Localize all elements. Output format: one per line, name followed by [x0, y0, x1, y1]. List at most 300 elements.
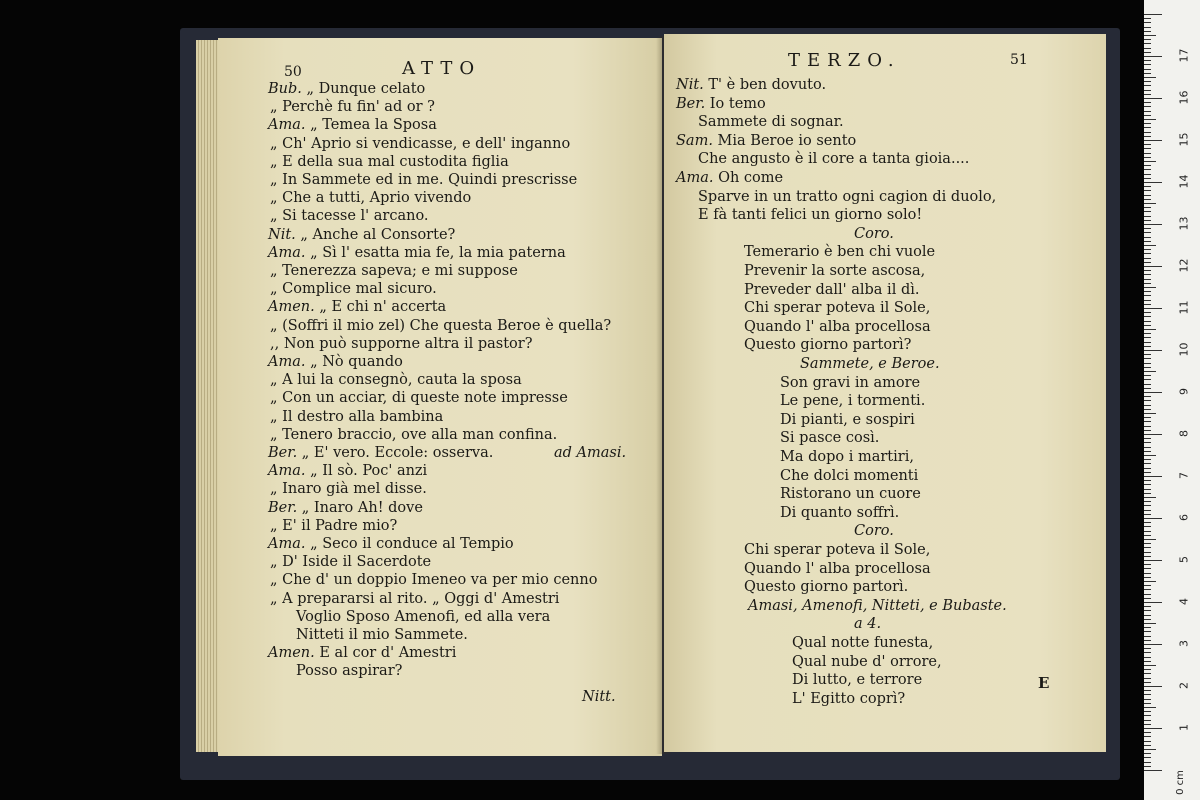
verse-text: Nitteti il mio Sammete.	[296, 627, 468, 643]
text-line	[780, 504, 899, 522]
text-line	[676, 95, 766, 113]
verse-text: „ Tenero braccio, ove alla man confina.	[270, 426, 558, 443]
ruler-tick	[1144, 644, 1162, 645]
verse-text: „ Dunque celato	[306, 81, 426, 97]
verse-text: Che dolci momenti	[780, 467, 919, 484]
ruler-tick	[1144, 594, 1151, 595]
text-line	[296, 608, 550, 626]
text-line	[792, 671, 922, 689]
ruler-tick	[1144, 724, 1151, 725]
speaker-label: Ber.	[676, 95, 706, 112]
speaker-label: Amen.	[268, 299, 315, 316]
ruler-label: 5	[1177, 556, 1191, 563]
ruler-tick	[1144, 69, 1151, 70]
ruler-tick	[1144, 463, 1151, 464]
text-line	[270, 426, 557, 444]
ruler-tick	[1144, 388, 1151, 389]
text-line	[268, 535, 514, 553]
ruler-tick	[1144, 560, 1162, 561]
ruler-tick	[1144, 396, 1151, 397]
ruler-tick	[1144, 90, 1151, 91]
measuring-ruler	[1144, 0, 1200, 800]
ruler-tick	[1144, 52, 1151, 53]
verse-text: „ E chi n' accerta	[319, 299, 447, 316]
ruler-tick	[1144, 426, 1151, 427]
ruler-tick	[1144, 762, 1151, 763]
text-line	[270, 408, 443, 426]
speaker-label: Nit.	[676, 77, 704, 93]
ruler-tick	[1144, 577, 1151, 578]
ruler-tick	[1144, 669, 1151, 670]
ruler-tick	[1144, 510, 1151, 511]
ruler-tick	[1144, 73, 1151, 74]
ruler-tick	[1144, 14, 1162, 15]
text-line	[780, 374, 920, 392]
verse-text: Voglio Sposo Amenofi, ed alla vera	[296, 608, 551, 625]
ruler-tick	[1144, 161, 1156, 162]
ruler-tick	[1144, 484, 1151, 485]
verse-text: Ma dopo i martiri,	[780, 449, 914, 465]
ruler-tick	[1144, 745, 1151, 746]
verse-text: „ Temea la Sposa	[310, 117, 437, 134]
text-line	[296, 662, 402, 680]
verse-text: Preveder dall' alba il dì.	[744, 281, 920, 298]
verse-text: „ Che a tutti, Aprio vivendo	[270, 190, 472, 207]
ruler-tick	[1144, 459, 1151, 460]
ruler-tick	[1144, 615, 1151, 616]
ruler-tick	[1144, 325, 1151, 326]
text-line	[268, 644, 456, 662]
ruler-tick	[1144, 707, 1156, 708]
verse-text: „ E' il Padre mio?	[270, 517, 398, 534]
text-line	[270, 480, 427, 498]
running-head: TERZO.	[788, 50, 901, 71]
ruler-tick	[1144, 127, 1151, 128]
text-line	[270, 571, 597, 589]
verse-text: Prevenir la sorte ascosa,	[744, 263, 926, 279]
ruler-tick	[1144, 283, 1151, 284]
text-line	[698, 150, 969, 168]
text-line	[268, 116, 437, 134]
ruler-tick	[1144, 199, 1151, 200]
ruler-tick	[1144, 329, 1156, 330]
text-line	[270, 335, 533, 353]
speaker-label: Sam.	[676, 132, 713, 149]
ruler-tick	[1144, 220, 1151, 221]
ruler-tick	[1144, 48, 1151, 49]
ruler-tick	[1144, 526, 1151, 527]
ruler-tick	[1144, 489, 1151, 490]
ruler-tick	[1144, 547, 1151, 548]
speaker-label: Amen.	[268, 645, 315, 662]
text-line	[744, 299, 930, 317]
verse-text: „ Perchè fu fin' ad or ?	[270, 99, 435, 116]
verse-text: T' è ben dovuto.	[708, 77, 827, 93]
ruler-label: 16	[1177, 90, 1191, 105]
text-line	[698, 206, 922, 224]
verse-text: Di lutto, e terrore	[792, 672, 923, 689]
text-line	[268, 462, 427, 480]
ruler-tick	[1144, 232, 1151, 233]
verse-text: Qual notte funesta,	[792, 635, 934, 651]
speaker-label: Ama.	[268, 244, 306, 261]
text-line	[854, 522, 894, 540]
verse-text: E al cor d' Amestri	[319, 645, 457, 662]
verse-text: Questo giorno partorì.	[744, 579, 909, 596]
text-line	[744, 262, 925, 280]
ruler-tick	[1144, 60, 1151, 61]
text-line	[676, 169, 783, 187]
ruler-tick	[1144, 476, 1162, 477]
ruler-tick	[1144, 153, 1151, 154]
ruler-tick	[1144, 85, 1151, 86]
ruler-tick	[1144, 522, 1151, 523]
right-page	[664, 34, 1106, 752]
text-line	[270, 317, 611, 335]
ruler-tick	[1144, 400, 1151, 401]
catchword: Nitt.	[582, 689, 616, 705]
ruler-tick	[1144, 316, 1151, 317]
ruler-tick	[1144, 648, 1151, 649]
verse-text: Qual nube d' orrore,	[792, 653, 942, 670]
verse-text: E fà tanti felici un giorno solo!	[698, 207, 923, 224]
ruler-tick	[1144, 367, 1151, 368]
ruler-tick	[1144, 102, 1151, 103]
ruler-tick	[1144, 690, 1151, 691]
verse-text: „ Tenerezza sapeva; e mi suppose	[270, 263, 518, 279]
ruler-tick	[1144, 535, 1151, 536]
verse-text: „ A prepararsi al rito. „ Oggi d' Amestri	[270, 590, 560, 607]
ruler-tick	[1144, 186, 1151, 187]
section-heading: Coro.	[854, 225, 894, 242]
signature-mark: E	[1038, 674, 1050, 692]
text-line	[780, 429, 879, 447]
text-line	[268, 226, 455, 244]
verse-text: Di quanto soffrì.	[780, 504, 900, 521]
text-line	[268, 353, 403, 371]
ruler-tick	[1144, 568, 1151, 569]
verse-text: „ E della sua mal custodita figlia	[270, 153, 509, 170]
ruler-tick	[1144, 211, 1151, 212]
verse-text: Posso aspirar?	[296, 663, 403, 680]
ruler-tick	[1144, 304, 1151, 305]
ruler-tick	[1144, 451, 1151, 452]
ruler-tick	[1144, 770, 1162, 771]
ruler-tick	[1144, 640, 1151, 641]
section-heading: a 4.	[854, 616, 882, 633]
ruler-tick	[1144, 699, 1151, 700]
verse-text: Chi sperar poteva il Sole,	[744, 542, 931, 558]
ruler-label: 12	[1177, 258, 1191, 273]
ruler-tick	[1144, 144, 1151, 145]
ruler-tick	[1144, 371, 1156, 372]
ruler-tick	[1144, 342, 1151, 343]
ruler-tick	[1144, 22, 1151, 23]
ruler-label: 3	[1177, 640, 1191, 647]
ruler-tick	[1144, 375, 1151, 376]
ruler-label: 7	[1177, 472, 1191, 479]
text-line	[744, 578, 908, 596]
text-line	[270, 135, 570, 153]
ruler-tick	[1144, 35, 1156, 36]
speaker-label: Ber.	[268, 499, 298, 516]
text-line	[270, 207, 429, 225]
ruler-tick	[1144, 749, 1156, 750]
ruler-tick	[1144, 732, 1151, 733]
ruler-tick	[1144, 119, 1156, 120]
ruler-tick	[1144, 165, 1151, 166]
ruler-tick	[1144, 493, 1151, 494]
verse-text: Temerario è ben chi vuole	[744, 244, 936, 261]
verse-text: Ristorano un cuore	[780, 486, 921, 503]
text-line	[698, 113, 844, 131]
ruler-tick	[1144, 203, 1156, 204]
ruler-tick	[1144, 169, 1151, 170]
ruler-tick	[1144, 174, 1151, 175]
verse-text: Le pene, i tormenti.	[780, 393, 926, 410]
verse-text: Oh come	[718, 170, 784, 186]
ruler-tick	[1144, 438, 1151, 439]
ruler-tick	[1144, 564, 1151, 565]
text-line	[270, 171, 577, 189]
verse-text: „ A lui la consegnò, cauta la sposa	[270, 372, 522, 389]
stage-direction: ad Amasi.	[554, 445, 627, 461]
ruler-tick	[1144, 136, 1151, 137]
ruler-tick	[1144, 337, 1151, 338]
text-line	[270, 98, 435, 116]
speaker-label: Ama.	[676, 170, 714, 186]
ruler-tick	[1144, 291, 1151, 292]
ruler-tick	[1144, 64, 1151, 65]
ruler-tick	[1144, 711, 1151, 712]
speaker-label: Ama.	[268, 463, 306, 480]
ruler-tick	[1144, 39, 1151, 40]
ruler-tick	[1144, 447, 1151, 448]
ruler-tick	[1144, 195, 1151, 196]
speaker-label: Ber.	[268, 445, 298, 461]
ruler-label: 6	[1177, 514, 1191, 521]
text-line	[854, 225, 894, 243]
text-line	[270, 517, 397, 535]
text-line	[268, 444, 627, 462]
text-line	[744, 318, 931, 336]
ruler-tick	[1144, 581, 1156, 582]
ruler-tick	[1144, 539, 1156, 540]
text-line	[744, 243, 935, 261]
verse-text: Sammete di sognar.	[698, 114, 844, 131]
verse-text: „ In Sammete ed in me. Quindi prescrisse	[270, 172, 578, 188]
ruler-label: 17	[1177, 48, 1191, 63]
ruler-tick	[1144, 132, 1151, 133]
text-line	[800, 355, 940, 373]
ruler-unit: 0 cm	[1174, 770, 1186, 795]
ruler-label: 15	[1177, 132, 1191, 147]
text-line	[270, 280, 437, 298]
text-line	[744, 541, 930, 559]
ruler-tick	[1144, 123, 1151, 124]
text-line	[270, 590, 559, 608]
ruler-tick	[1144, 245, 1156, 246]
ruler-tick	[1144, 43, 1151, 44]
section-heading: Coro.	[854, 523, 894, 540]
ruler-tick	[1144, 757, 1151, 758]
left-page	[218, 38, 662, 756]
ruler-tick	[1144, 703, 1151, 704]
verse-text: „ Il sò. Poc' anzi	[310, 463, 428, 480]
ruler-tick	[1144, 354, 1151, 355]
verse-text: „ Seco il conduce al Tempio	[310, 536, 514, 552]
text-line	[780, 467, 918, 485]
ruler-tick	[1144, 274, 1151, 275]
ruler-tick	[1144, 682, 1151, 683]
verse-text: „ Nò quando	[310, 354, 403, 370]
ruler-tick	[1144, 94, 1151, 95]
ruler-label: 4	[1177, 598, 1191, 605]
ruler-tick	[1144, 111, 1151, 112]
ruler-tick	[1144, 661, 1151, 662]
ruler-tick	[1144, 434, 1162, 435]
verse-text: ,, Non può supporne altra il pastor?	[270, 335, 533, 352]
ruler-tick	[1144, 115, 1151, 116]
text-line	[748, 597, 1007, 615]
ruler-tick	[1144, 295, 1151, 296]
text-line	[296, 626, 468, 644]
ruler-tick	[1144, 589, 1151, 590]
ruler-tick	[1144, 421, 1151, 422]
ruler-tick	[1144, 409, 1151, 410]
ruler-tick	[1144, 405, 1151, 406]
verse-text: „ (Soffri il mio zel) Che questa Beroe è quella?	[270, 317, 612, 334]
ruler-label: 1	[1177, 724, 1191, 731]
ruler-label: 2	[1177, 682, 1191, 689]
ruler-tick	[1144, 573, 1151, 574]
verse-text: „ Con un acciar, di queste note impresse	[270, 390, 568, 407]
ruler-tick	[1144, 598, 1151, 599]
text-line	[270, 189, 471, 207]
ruler-tick	[1144, 346, 1151, 347]
ruler-tick	[1144, 266, 1162, 267]
ruler-tick	[1144, 501, 1151, 502]
ruler-label: 9	[1177, 388, 1191, 395]
ruler-label: 11	[1177, 300, 1191, 315]
ruler-tick	[1144, 207, 1151, 208]
verse-text: Chi sperar poteva il Sole,	[744, 300, 931, 317]
ruler-tick	[1144, 417, 1151, 418]
section-heading: Amasi, Amenofi, Nitteti, e Bubaste.	[748, 597, 1007, 614]
ruler-tick	[1144, 430, 1151, 431]
text-line	[268, 244, 566, 262]
ruler-tick	[1144, 18, 1151, 19]
ruler-tick	[1144, 98, 1162, 99]
verse-text: „ E' vero. Eccole: osserva.	[301, 445, 494, 461]
verse-text: „ Inaro già mel disse.	[270, 481, 427, 498]
text-line	[744, 336, 911, 354]
text-line	[268, 298, 446, 316]
verse-text: Sparve in un tratto ogni cagion di duolo,	[698, 188, 997, 205]
ruler-tick	[1144, 715, 1151, 716]
ruler-tick	[1144, 753, 1151, 754]
ruler-tick	[1144, 556, 1151, 557]
speaker-label: Ama.	[268, 117, 306, 134]
ruler-tick	[1144, 552, 1151, 553]
text-line	[270, 553, 431, 571]
verse-text: Quando l' alba procellosa	[744, 318, 931, 335]
ruler-tick	[1144, 442, 1151, 443]
speaker-label: Nit.	[268, 226, 296, 243]
text-line	[792, 690, 905, 708]
ruler-tick	[1144, 736, 1151, 737]
text-line	[270, 153, 509, 171]
ruler-tick	[1144, 350, 1162, 351]
ruler-tick	[1144, 190, 1151, 191]
ruler-tick	[1144, 665, 1156, 666]
ruler-tick	[1144, 77, 1156, 78]
ruler-tick	[1144, 384, 1151, 385]
verse-text: „ Che d' un doppio Imeneo va per mio cenno	[270, 572, 598, 589]
ruler-tick	[1144, 468, 1151, 469]
verse-text: „ Complice mal sicuro.	[270, 281, 437, 298]
text-line	[792, 634, 933, 652]
ruler-tick	[1144, 678, 1151, 679]
verse-text: „ Si tacesse l' arcano.	[270, 208, 429, 225]
ruler-tick	[1144, 623, 1156, 624]
verse-text: Mia Beroe io sento	[717, 132, 857, 149]
ruler-tick	[1144, 31, 1151, 32]
ruler-tick	[1144, 728, 1162, 729]
speaker-label: Ama.	[268, 536, 306, 552]
ruler-tick	[1144, 270, 1151, 271]
ruler-tick	[1144, 287, 1156, 288]
verse-text: L' Egitto coprì?	[792, 690, 906, 707]
verse-text: „ Inaro Ah! dove	[301, 499, 423, 516]
text-line	[792, 653, 942, 671]
ruler-tick	[1144, 228, 1151, 229]
text-line	[854, 615, 881, 633]
text-line	[780, 485, 921, 503]
ruler-tick	[1144, 505, 1151, 506]
verse-text: Son gravi in amore	[780, 374, 921, 391]
ruler-tick	[1144, 224, 1162, 225]
verse-text: „ Anche al Consorte?	[300, 226, 456, 243]
ruler-tick	[1144, 237, 1151, 238]
ruler-tick	[1144, 652, 1151, 653]
ruler-tick	[1144, 741, 1151, 742]
verse-text: Io temo	[709, 95, 766, 112]
ruler-label: 8	[1177, 430, 1191, 437]
page-number: 50	[284, 64, 302, 80]
text-line	[270, 389, 568, 407]
ruler-tick	[1144, 392, 1162, 393]
ruler-tick	[1144, 300, 1151, 301]
text-line	[698, 188, 996, 206]
ruler-tick	[1144, 480, 1151, 481]
ruler-tick	[1144, 312, 1151, 313]
ruler-tick	[1144, 686, 1162, 687]
text-line	[780, 448, 914, 466]
ruler-tick	[1144, 249, 1151, 250]
ruler-tick	[1144, 720, 1151, 721]
ruler-tick	[1144, 766, 1151, 767]
ruler-tick	[1144, 631, 1151, 632]
ruler-tick	[1144, 178, 1151, 179]
verse-text: Quando l' alba procellosa	[744, 560, 931, 577]
ruler-tick	[1144, 363, 1151, 364]
ruler-tick	[1144, 56, 1162, 57]
ruler-tick	[1144, 106, 1151, 107]
verse-text: Di pianti, e sospiri	[780, 411, 915, 428]
text-line	[676, 132, 856, 150]
ruler-label: 10	[1177, 342, 1191, 357]
